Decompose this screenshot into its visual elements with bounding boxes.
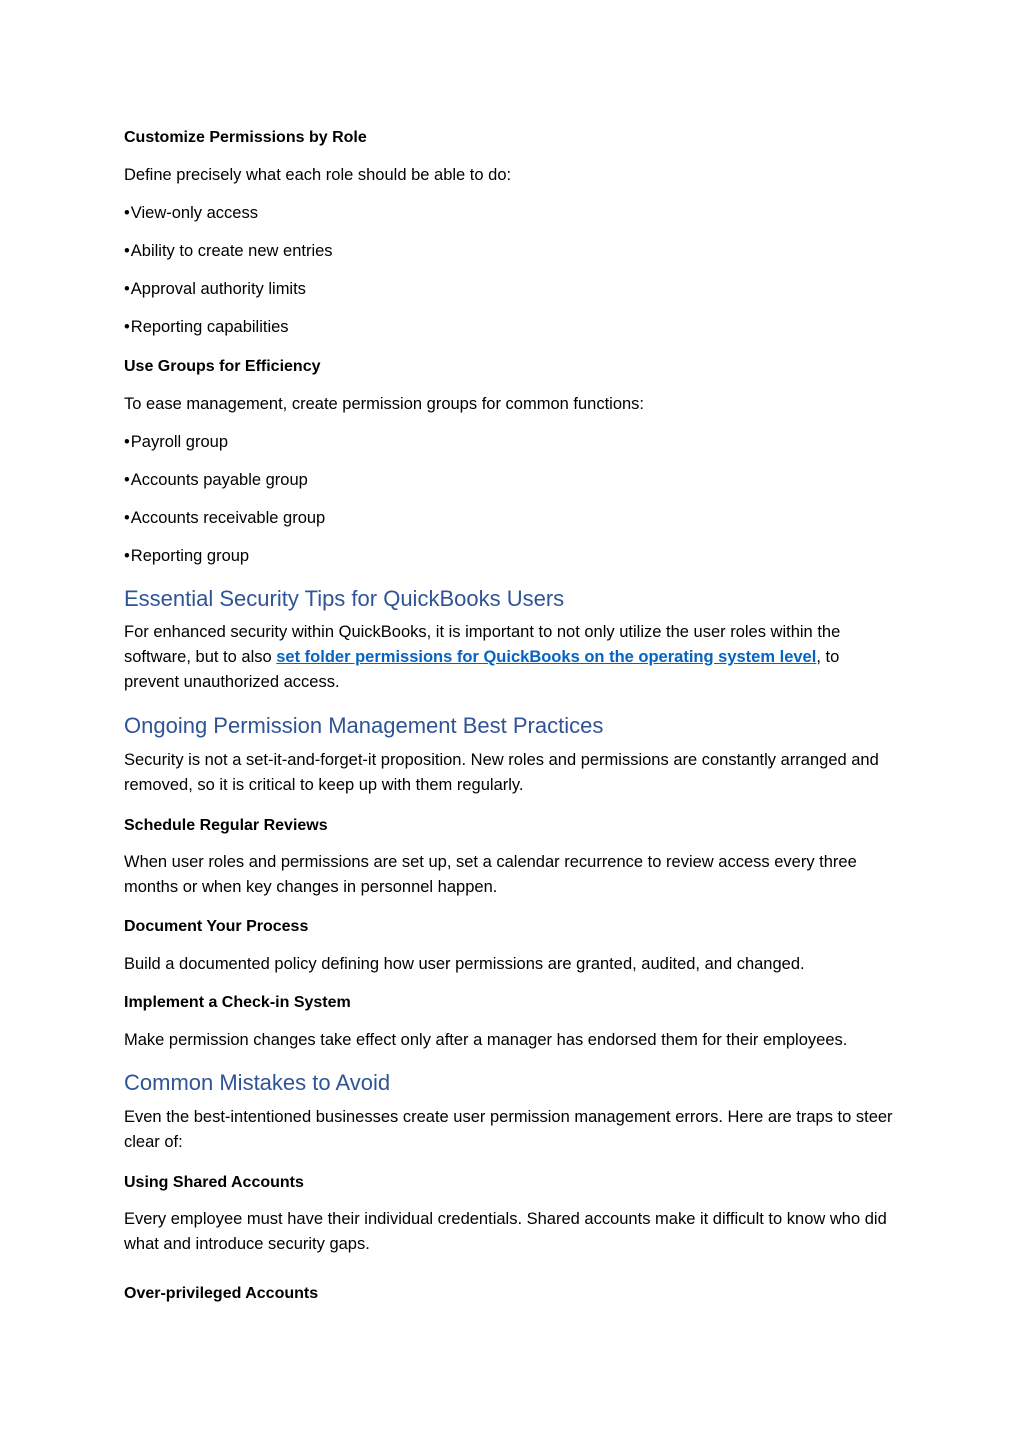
checkin-heading: Implement a Check-in System bbox=[124, 994, 351, 1011]
folder-permissions-link[interactable]: set folder permissions for QuickBooks on the operating system level bbox=[276, 648, 817, 666]
shared-text: Every employee must have their individual credentials. Shared accounts make it difficult to know who did what and introduce security gaps. bbox=[124, 1210, 887, 1253]
checkin-text: Make permission changes take effect only after a manager has endorsed them for their employees. bbox=[124, 1031, 848, 1049]
ongoing-intro: Security is not a set-it-and-forget-it proposition. New roles and permissions are constantly arranged and removed, so it is critical to keep up with them regularly. bbox=[124, 751, 879, 794]
security-heading: Essential Security Tips for QuickBooks Users bbox=[124, 586, 565, 611]
list-item: • Accounts receivable group bbox=[124, 506, 894, 531]
list-item: • View-only access bbox=[124, 201, 894, 226]
list-item: • Reporting group bbox=[124, 544, 894, 569]
shared-heading: Using Shared Accounts bbox=[124, 1174, 304, 1191]
customize-heading: Customize Permissions by Role bbox=[124, 129, 367, 146]
security-text-before: For enhanced security within QuickBooks, it is important to not only utilize the user roles within the software, but to also bbox=[124, 623, 841, 666]
mistakes-heading: Common Mistakes to Avoid bbox=[124, 1070, 391, 1095]
list-item: • Payroll group bbox=[124, 430, 894, 455]
reviews-heading: Schedule Regular Reviews bbox=[124, 817, 328, 834]
security-text-after: , to prevent unauthorized access. bbox=[124, 648, 840, 691]
overpriv-heading: Over-privileged Accounts bbox=[124, 1285, 319, 1302]
document-text: Build a documented policy defining how user permissions are granted, audited, and changed. bbox=[124, 955, 805, 973]
ongoing-heading: Ongoing Permission Management Best Practices bbox=[124, 713, 604, 738]
customize-intro: Define precisely what each role should be able to do: bbox=[124, 166, 512, 184]
list-item: • Reporting capabilities bbox=[124, 315, 894, 340]
mistakes-intro: Even the best-intentioned businesses create user permission management errors. Here are traps to steer clear of: bbox=[124, 1108, 893, 1151]
list-item: • Accounts payable group bbox=[124, 468, 894, 493]
list-item: • Approval authority limits bbox=[124, 277, 894, 302]
groups-heading: Use Groups for Efficiency bbox=[124, 358, 321, 375]
document-heading: Document Your Process bbox=[124, 918, 309, 935]
security-paragraph bbox=[124, 620, 894, 695]
groups-intro: To ease management, create permission groups for common functions: bbox=[124, 395, 645, 413]
reviews-text: When user roles and permissions are set up, set a calendar recurrence to review access every three months or when key changes in personnel happen. bbox=[124, 853, 857, 896]
list-item: • Ability to create new entries bbox=[124, 239, 894, 264]
